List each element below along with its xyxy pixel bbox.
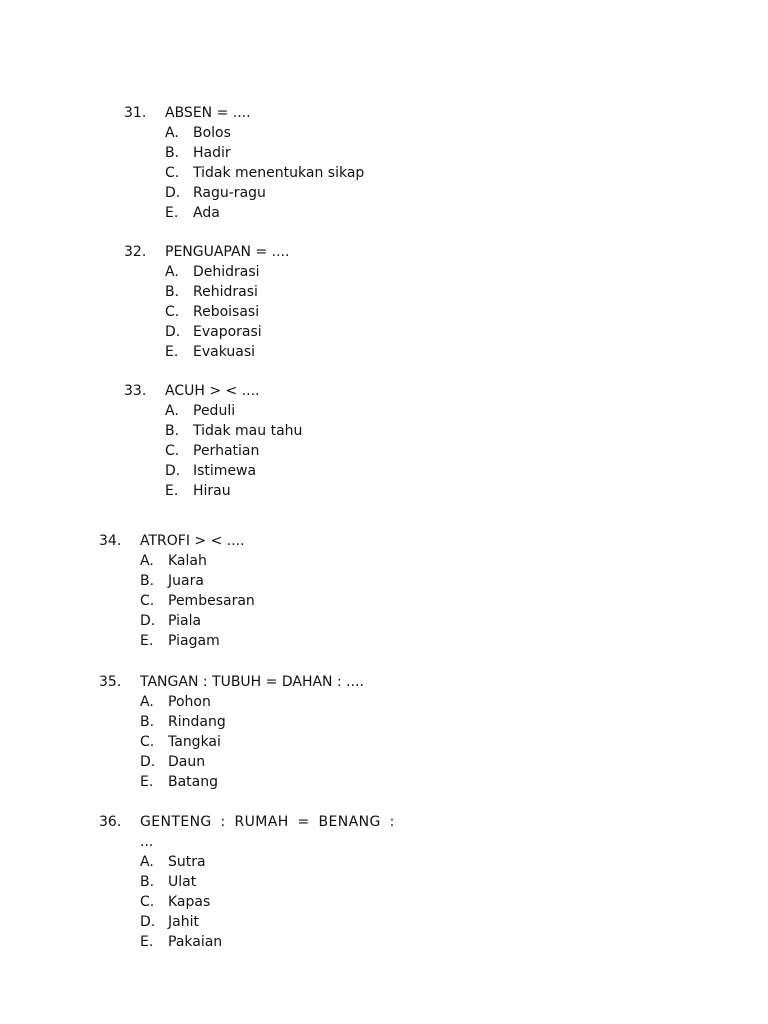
option-letter: E. xyxy=(165,483,179,499)
question-number: 36. xyxy=(99,814,122,830)
option-text: Batang xyxy=(168,774,219,790)
option-letter: A. xyxy=(165,403,179,419)
option-letter: E. xyxy=(140,934,154,950)
option-letter: C. xyxy=(165,165,180,181)
option-letter: B. xyxy=(165,423,180,439)
option-letter: C. xyxy=(165,304,180,320)
option-text: Evaporasi xyxy=(193,324,262,340)
question-text: ACUH > < .... xyxy=(165,383,260,399)
option-letter: D. xyxy=(140,754,156,770)
option-letter: E. xyxy=(165,344,179,360)
option-letter: A. xyxy=(140,694,154,710)
question-number: 34. xyxy=(99,533,122,549)
option-letter: A. xyxy=(140,854,154,870)
option-letter: D. xyxy=(140,613,156,629)
option-text: Daun xyxy=(168,754,206,770)
option-text: Peduli xyxy=(193,403,236,419)
option-text: Hadir xyxy=(193,145,231,161)
option-text: Tangkai xyxy=(168,734,221,750)
option-text: Evakuasi xyxy=(193,344,256,360)
option-letter: C. xyxy=(140,894,155,910)
option-text: Rindang xyxy=(168,714,226,730)
option-letter: D. xyxy=(165,324,181,340)
option-letter: E. xyxy=(140,633,154,649)
option-text: Istimewa xyxy=(193,463,257,479)
option-letter: B. xyxy=(165,284,180,300)
question-number: 31. xyxy=(124,105,147,121)
option-text: Sutra xyxy=(168,854,206,870)
option-letter: D. xyxy=(165,185,181,201)
option-letter: C. xyxy=(140,734,155,750)
question-number: 35. xyxy=(99,674,122,690)
option-text: Hirau xyxy=(193,483,231,499)
option-text: Bolos xyxy=(193,125,231,141)
option-letter: C. xyxy=(140,593,155,609)
option-text: Ulat xyxy=(168,874,197,890)
option-text: Jahit xyxy=(168,914,199,930)
option-text: Tidak menentukan sikap xyxy=(193,165,365,181)
option-letter: B. xyxy=(165,145,180,161)
option-a xyxy=(99,852,206,872)
option-text: Pohon xyxy=(168,694,211,710)
option-text: Pembesaran xyxy=(168,593,255,609)
option-letter: A. xyxy=(165,264,179,280)
option-c xyxy=(99,892,211,912)
option-text: Piagam xyxy=(168,633,220,649)
option-letter: D. xyxy=(165,463,181,479)
question-number: 32. xyxy=(124,244,147,260)
option-text: Pakaian xyxy=(168,934,223,950)
option-text: Juara xyxy=(168,573,204,589)
question-36 xyxy=(99,812,395,952)
option-text: Dehidrasi xyxy=(193,264,260,280)
option-letter: A. xyxy=(140,553,154,569)
question-text: PENGUAPAN = .... xyxy=(165,244,290,260)
option-letter: E. xyxy=(140,774,154,790)
question-text-continued: ... xyxy=(140,834,154,850)
option-text: Ada xyxy=(193,205,220,221)
option-letter: B. xyxy=(140,714,155,730)
question-number: 33. xyxy=(124,383,147,399)
question-text: GENTENG : RUMAH = BENANG : xyxy=(140,814,395,830)
option-text: Tidak mau tahu xyxy=(193,423,303,439)
option-d xyxy=(99,912,199,932)
option-text: Piala xyxy=(168,613,202,629)
option-text: Kalah xyxy=(168,553,207,569)
question-text: ABSEN = .... xyxy=(165,105,251,121)
option-letter: A. xyxy=(165,125,179,141)
option-letter: C. xyxy=(165,443,180,459)
option-letter: B. xyxy=(140,874,155,890)
option-letter: D. xyxy=(140,914,156,930)
option-text: Rehidrasi xyxy=(193,284,258,300)
option-text: Reboisasi xyxy=(193,304,260,320)
option-letter: B. xyxy=(140,573,155,589)
option-b xyxy=(99,872,197,892)
option-e xyxy=(99,932,223,952)
option-text: Ragu-ragu xyxy=(193,185,266,201)
question-text: ATROFI > < .... xyxy=(140,533,245,549)
option-letter: E. xyxy=(165,205,179,221)
option-text: Perhatian xyxy=(193,443,260,459)
question-text: TANGAN : TUBUH = DAHAN : .... xyxy=(140,674,364,690)
option-text: Kapas xyxy=(168,894,211,910)
